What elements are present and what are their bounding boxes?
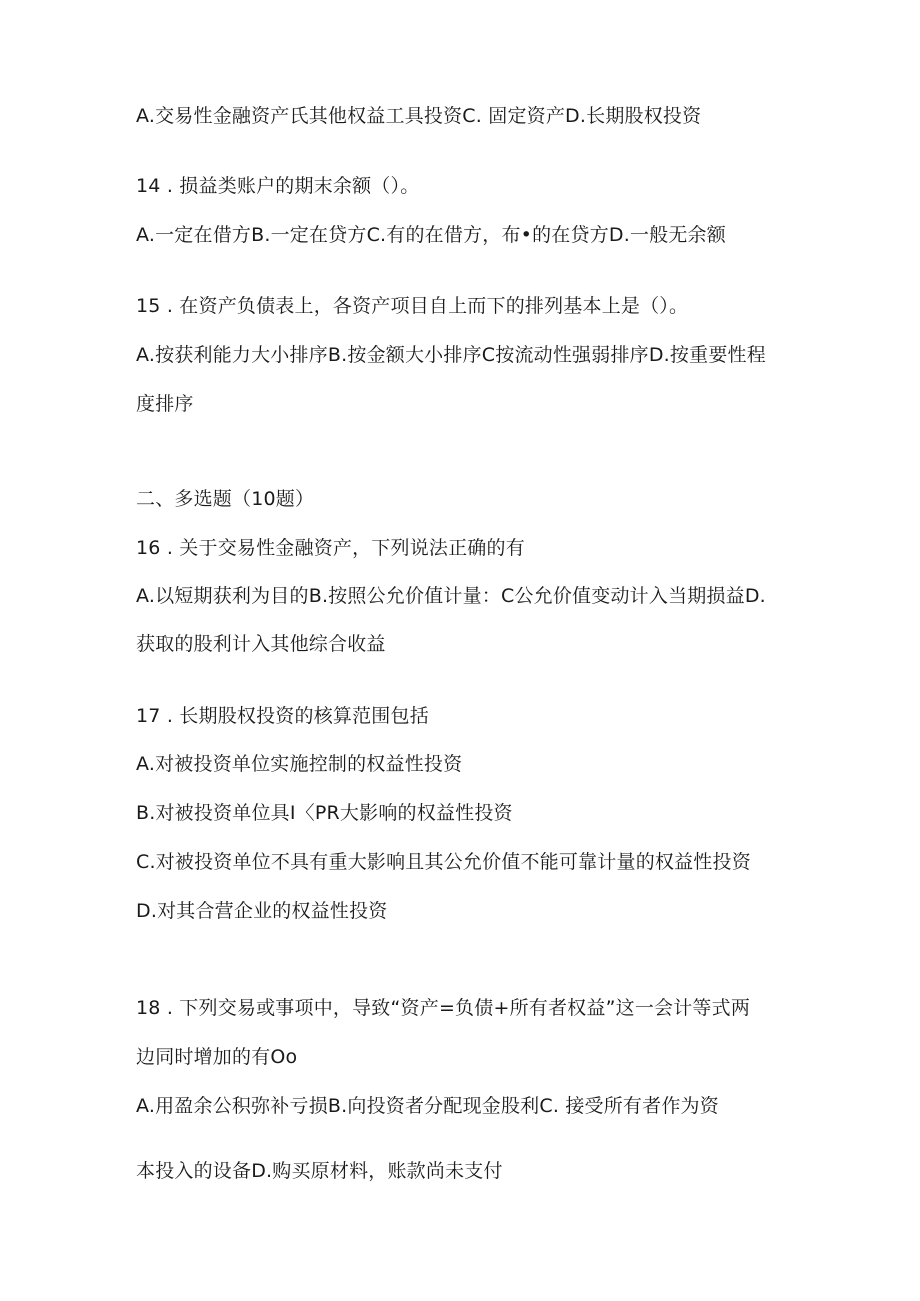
q17-option-c: C.对被投资单位不具有重大影响且其公允价值不能可靠计量的权益性投资 (136, 851, 751, 873)
q18-options-line1: A.用盈余公积弥补亏损B.向投资者分配现金股利C. 接受所有者作为资 (136, 1095, 719, 1117)
q15-options-line1: A.按获利能力大小排序B.按金额大小排序C按流动性强弱排序D.按重要性程 (136, 344, 766, 366)
q16-options-line2: 获取的股利计入其他综合收益 (136, 633, 386, 655)
q17-option-b: B.对被投资单位具I〈PR大影响的权益性投资 (136, 802, 513, 824)
q17-option-d: D.对其合营企业的权益性投资 (136, 900, 388, 922)
q18-question-line1: 18 . 下列交易或事项中，导致“资产=负债+所有者权益”这一会计等式两 (136, 997, 751, 1019)
q18-question-line2: 边同时增加的有Oo (136, 1046, 298, 1068)
section-heading-multiple-choice: 二、多选题（10题） (136, 488, 315, 510)
q15-options-line2: 度排序 (136, 393, 194, 415)
q17-question: 17 . 长期股权投资的核算范围包括 (136, 705, 429, 727)
q16-question: 16 . 关于交易性金融资产，下列说法正确的有 (136, 537, 525, 559)
q15-question: 15 . 在资产负债表上，各资产项目自上而下的排列基本上是（）。 (136, 295, 689, 317)
q16-options-line1: A.以短期获利为目的B.按照公允价值计量：C公允价值变动计入当期损益D. (136, 585, 766, 607)
q18-options-line2: 本投入的设备D.购买原材料，账款尚未支付 (136, 1160, 503, 1182)
q14-options: A.一定在借方B.一定在贷方C.有的在借方，布•的在贷方D.一般无余额 (136, 224, 726, 246)
q14-question: 14 . 损益类账户的期末余额（）。 (136, 175, 420, 197)
q17-option-a: A.对被投资单位实施控制的权益性投资 (136, 753, 463, 775)
q13-options: A.交易性金融资产氏其他权益工具投资C. 固定资产D.长期股权投资 (136, 105, 702, 127)
